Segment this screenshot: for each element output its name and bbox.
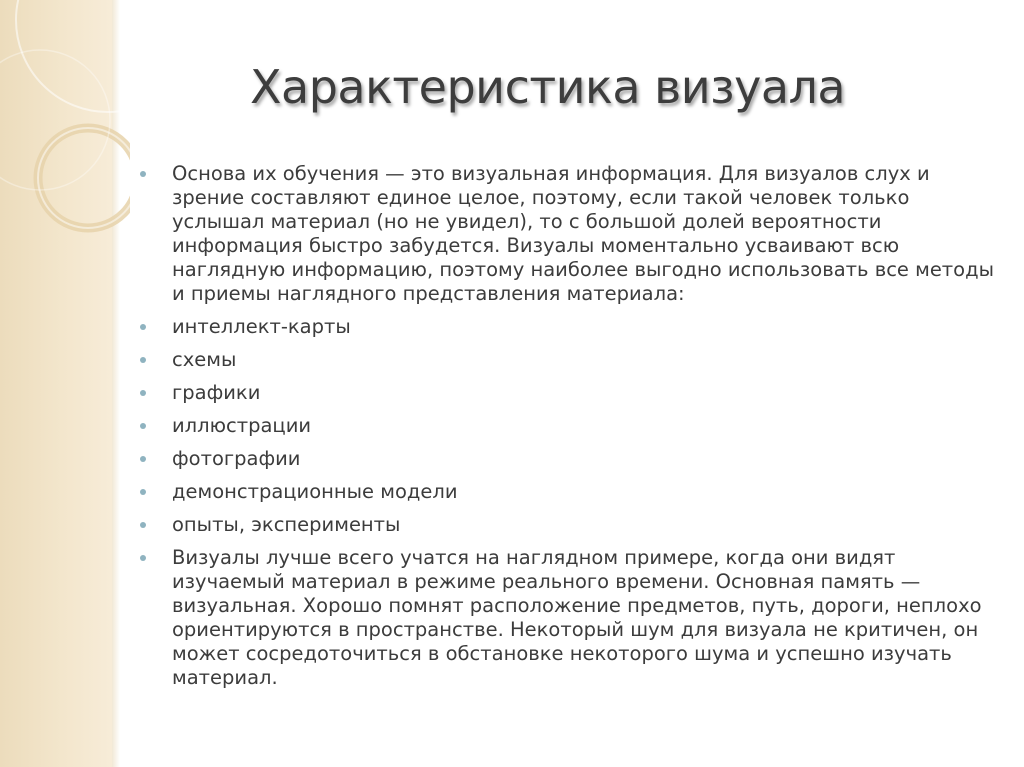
large-ring bbox=[16, 0, 130, 112]
list-item bbox=[140, 315, 1000, 339]
bullet-list bbox=[140, 162, 1000, 699]
list-item bbox=[140, 480, 1000, 504]
bullet-dot-icon bbox=[140, 456, 146, 462]
faint-ring bbox=[0, 50, 110, 190]
list-item bbox=[140, 447, 1000, 471]
list-item-text: иллюстрации bbox=[172, 414, 312, 437]
list-item bbox=[140, 381, 1000, 405]
list-item-text: интеллект-карты bbox=[172, 315, 351, 338]
list-item-text: Основа их обучения — это визуальная информация. Для визуалов слух и зрение составляют единое целое, поэтому, если такой человек только услышал материал (но не увидел), то с большой долей вероятности информация быстро забудется. Визуалы моментально усваивают всю наглядную информацию, поэтому наиболее выгодно использовать все методы и приемы наглядного представления материала: bbox=[172, 162, 994, 305]
list-item bbox=[140, 414, 1000, 438]
small-ring-inner bbox=[38, 128, 130, 228]
list-item bbox=[140, 513, 1000, 537]
list-item-text: демонстрационные модели bbox=[172, 480, 458, 503]
bullet-dot-icon bbox=[140, 489, 146, 495]
bullet-dot-icon bbox=[140, 357, 146, 363]
list-item bbox=[140, 348, 1000, 372]
list-item-text: фотографии bbox=[172, 447, 301, 470]
bullet-dot-icon bbox=[140, 555, 146, 561]
list-item-text: графики bbox=[172, 381, 261, 404]
bullet-dot-icon bbox=[140, 423, 146, 429]
bullet-dot-icon bbox=[140, 171, 146, 177]
bullet-dot-icon bbox=[140, 522, 146, 528]
list-item bbox=[140, 162, 1000, 306]
slide-title: Характеристика визуала bbox=[250, 60, 846, 114]
bullet-dot-icon bbox=[140, 390, 146, 396]
bullet-dot-icon bbox=[140, 324, 146, 330]
list-item-text: схемы bbox=[172, 348, 237, 371]
list-item-text: опыты, эксперименты bbox=[172, 513, 401, 536]
list-item bbox=[140, 546, 1000, 690]
list-item-text: Визуалы лучше всего учатся на наглядном примере, когда они видят изучаемый материал в режиме реального времени. Основная память — визуальная. Хорошо помнят расположение предметов, путь, дороги, неплохо ориентируются в пространстве. Некоторый шум для визуала не критичен, он может сосредоточиться в обстановке некоторого шума и успешно изучать материал. bbox=[172, 546, 982, 689]
decorative-rings bbox=[0, 0, 130, 767]
